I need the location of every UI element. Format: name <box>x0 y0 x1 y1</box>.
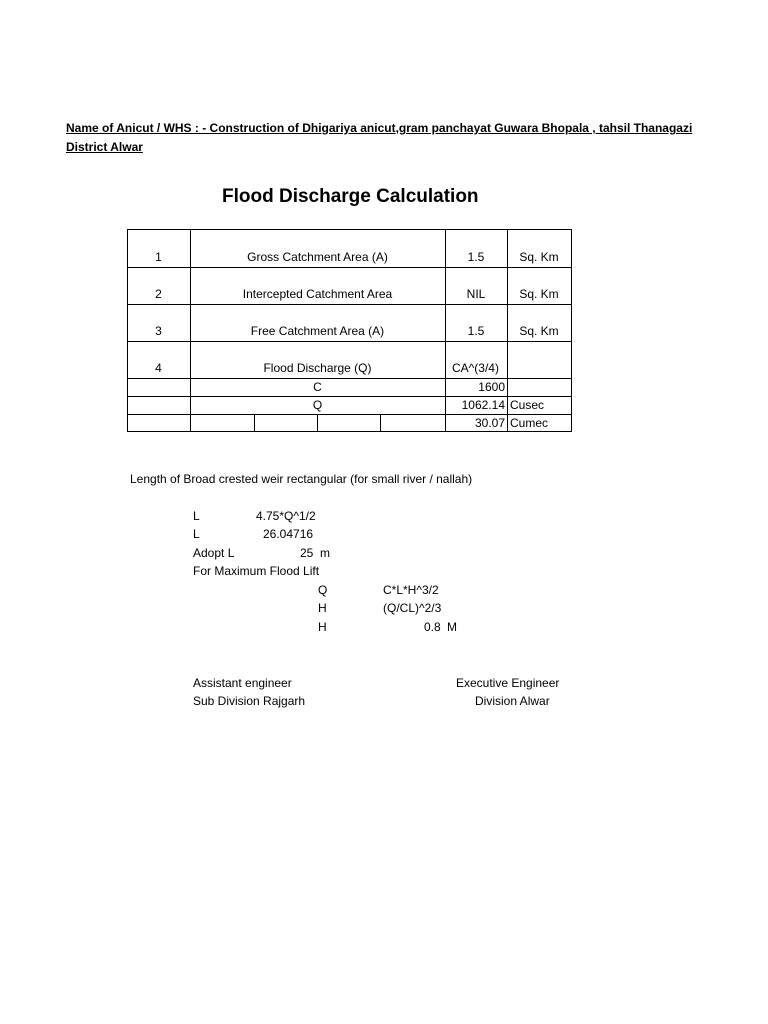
l-formula: 4.75*Q^1/2 <box>256 509 316 523</box>
h-unit: M <box>447 620 457 634</box>
district-line: District Alwar <box>66 140 143 154</box>
division-office: Division Alwar <box>475 694 550 708</box>
q-label: Q <box>318 583 328 597</box>
row-value: 1.5 <box>467 324 485 338</box>
sub-row-unit: Cusec <box>510 398 545 412</box>
row-unit: Sq. Km <box>519 250 559 264</box>
work-name-line: Name of Anicut / WHS : - Construction of Dhigariya anicut,gram panchayat Guwara Bhopala , tahsil Thanagazi <box>66 121 693 135</box>
sub-division-office: Sub Division Rajgarh <box>193 694 306 708</box>
sub-row-unit: Cumec <box>510 416 549 430</box>
row-value: CA^(3/4) <box>452 361 499 375</box>
row-divider <box>127 229 572 230</box>
sub-row-value: 1062.14 <box>461 398 505 412</box>
sub-row-value: 1600 <box>478 380 505 394</box>
row-divider <box>127 341 572 342</box>
row-number: 4 <box>155 361 162 375</box>
row-divider <box>127 304 572 305</box>
row-unit: Sq. Km <box>519 287 559 301</box>
row-number: 1 <box>155 250 162 264</box>
assistant-engineer-title: Assistant engineer <box>193 676 292 690</box>
row-number: 2 <box>155 287 162 301</box>
l-formula-label: L <box>193 509 200 523</box>
h-formula: (Q/CL)^2/3 <box>383 601 442 615</box>
row-value: NIL <box>466 287 486 301</box>
discharge-table <box>127 229 572 432</box>
row-divider <box>127 431 572 432</box>
adopt-unit: m <box>320 546 330 560</box>
row-description: Gross Catchment Area (A) <box>247 250 388 264</box>
h-value-label: H <box>318 620 327 634</box>
col-divider <box>380 414 381 432</box>
sub-row-label: C <box>313 380 322 394</box>
row-unit: Sq. Km <box>519 324 559 338</box>
sub-row-label: Q <box>312 398 323 412</box>
col-divider <box>254 414 255 432</box>
row-description: Flood Discharge (Q) <box>263 361 372 375</box>
l-value-label: L <box>193 527 200 541</box>
row-divider <box>127 396 572 397</box>
weir-heading: Length of Broad crested weir rectangular (for small river / nallah) <box>130 472 473 486</box>
row-value: 1.5 <box>467 250 485 264</box>
page-title: Flood Discharge Calculation <box>222 186 479 207</box>
row-description: Free Catchment Area (A) <box>250 324 385 338</box>
row-divider <box>127 414 572 415</box>
l-value: 26.04716 <box>263 527 314 541</box>
h-label: H <box>318 601 327 615</box>
executive-engineer-title: Executive Engineer <box>456 676 560 690</box>
flood-lift-label: For Maximum Flood Lift <box>193 564 320 578</box>
row-divider <box>127 267 572 268</box>
sub-row-value: 30.07 <box>474 416 505 430</box>
row-divider <box>127 378 572 379</box>
col-divider <box>317 414 318 432</box>
adopt-value: 25 <box>300 546 314 560</box>
table-border-right <box>571 229 572 432</box>
q-formula: C*L*H^3/2 <box>383 583 439 597</box>
row-description: Intercepted Catchment Area <box>242 287 393 301</box>
row-number: 3 <box>155 324 162 338</box>
adopt-label: Adopt L <box>193 546 235 560</box>
h-value: 0.8 <box>424 620 441 634</box>
